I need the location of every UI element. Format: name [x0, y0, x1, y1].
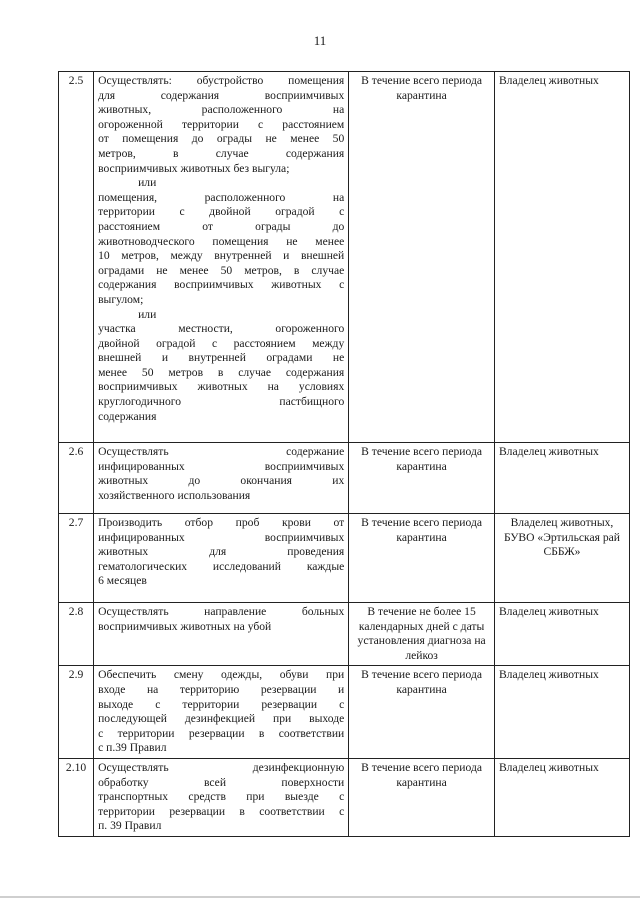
action-line: инфицированных восприимчивых	[98, 459, 345, 473]
action-line: входе на территорию резервации и	[98, 682, 345, 696]
responsible-cell: Владелец животных	[494, 603, 629, 666]
action-line: помещения, расположенного на	[98, 190, 345, 204]
row-number: 2.9	[59, 666, 94, 759]
table-row	[59, 603, 630, 666]
table-row	[59, 443, 630, 514]
row-number: 2.5	[59, 72, 94, 443]
responsible-cell: Владелец животных	[494, 758, 629, 836]
action-cell	[94, 666, 349, 759]
term-cell: В течение не более 15 календарных дней с даты установления диагноза на лейкоз	[349, 603, 495, 666]
row-number: 2.7	[59, 514, 94, 603]
action-line: менее 50 метров в случае содержания	[98, 365, 345, 379]
action-line: инфицированных восприимчивых	[98, 530, 345, 544]
table-row	[59, 72, 630, 443]
responsible-cell: Владелец животных, БУВО «Эртильская рай СББЖ»	[494, 514, 629, 603]
action-cell	[94, 758, 349, 836]
action-line: Осуществлять дезинфекционную	[98, 760, 345, 774]
action-line: животных до окончания их	[98, 474, 345, 488]
page-number: 11	[313, 33, 327, 48]
term-cell: В течение всего периода карантина	[349, 443, 495, 514]
action-line: транспортных средств при выезде с	[98, 790, 345, 804]
responsible-cell: Владелец животных	[494, 443, 629, 514]
action-line: круглогодичного пастбищного	[98, 395, 345, 409]
action-line: Осуществлять содержание	[98, 445, 345, 458]
measures-table	[58, 71, 630, 837]
action-line: или	[138, 307, 157, 321]
action-line: восприимчивых животных без выгула;	[98, 161, 290, 175]
action-line: 6 месяцев	[98, 574, 147, 588]
term-cell: В течение всего периода карантина	[349, 72, 495, 443]
action-line: для содержания восприимчивых	[98, 88, 345, 102]
action-line: огороженной территории с расстоянием	[98, 117, 345, 131]
action-cell	[94, 72, 349, 443]
action-line: территории с двойной оградой с	[98, 205, 345, 219]
action-line: животноводческого помещения не менее	[98, 234, 345, 248]
action-line: обработку всей поверхности	[98, 775, 345, 789]
action-line: восприимчивых животных на условиях	[98, 380, 345, 394]
action-line: расстоянием от ограды до	[98, 219, 345, 233]
action-line: от помещения до ограды не менее 50	[98, 132, 345, 146]
row-number: 2.6	[59, 443, 94, 514]
action-line: или	[138, 176, 157, 190]
action-line: выгулом;	[98, 292, 144, 306]
action-line: оградами не менее 50 метров, в случае	[98, 263, 345, 277]
action-line: двойной оградой с расстоянием между	[98, 336, 345, 350]
action-line: участка местности, огороженного	[98, 322, 345, 336]
action-line: Осуществлять: обустройство помещения	[98, 74, 345, 87]
action-line: выходе с территории резервации с	[98, 697, 345, 711]
action-cell	[94, 514, 349, 603]
responsible-cell: Владелец животных	[494, 72, 629, 443]
action-line: территории резервации в соответствии с	[98, 804, 345, 818]
action-line: содержания	[98, 409, 157, 423]
responsible-cell: Владелец животных	[494, 666, 629, 759]
row-number: 2.8	[59, 603, 94, 666]
term-cell: В течение всего периода карантина	[349, 666, 495, 759]
action-cell	[94, 603, 349, 666]
action-line: с п.39 Правил	[98, 741, 167, 755]
action-line: животных для проведения	[98, 545, 345, 559]
action-line: Осуществлять направление больных	[98, 605, 345, 618]
action-line: последующей дезинфекцией при выходе	[98, 712, 345, 726]
action-line: внешней и внутренней оградами не	[98, 351, 345, 365]
table-row	[59, 758, 630, 836]
action-line: восприимчивых животных на убой	[98, 619, 272, 633]
action-line: содержания восприимчивых животных с	[98, 278, 345, 292]
action-line: животных, расположенного на	[98, 103, 345, 117]
table-row	[59, 666, 630, 759]
page-bottom-edge	[0, 896, 640, 898]
table-row	[59, 514, 630, 603]
action-line: Обеспечить смену одежды, обуви при	[98, 668, 345, 682]
term-cell: В течение всего периода карантина	[349, 514, 495, 603]
action-cell	[94, 443, 349, 514]
term-cell: В течение всего периода карантина	[349, 758, 495, 836]
action-line: Производить отбор проб крови от	[98, 516, 345, 529]
action-line: 10 метров, между внутренней и внешней	[98, 249, 345, 263]
action-line: хозяйственного использования	[98, 488, 251, 502]
action-line: п. 39 Правил	[98, 819, 162, 833]
action-line: метров, в случае содержания	[98, 146, 345, 160]
action-line: с территории резервации в соответствии	[98, 726, 345, 740]
row-number: 2.10	[59, 758, 94, 836]
action-line: гематологических исследований каждые	[98, 559, 345, 573]
